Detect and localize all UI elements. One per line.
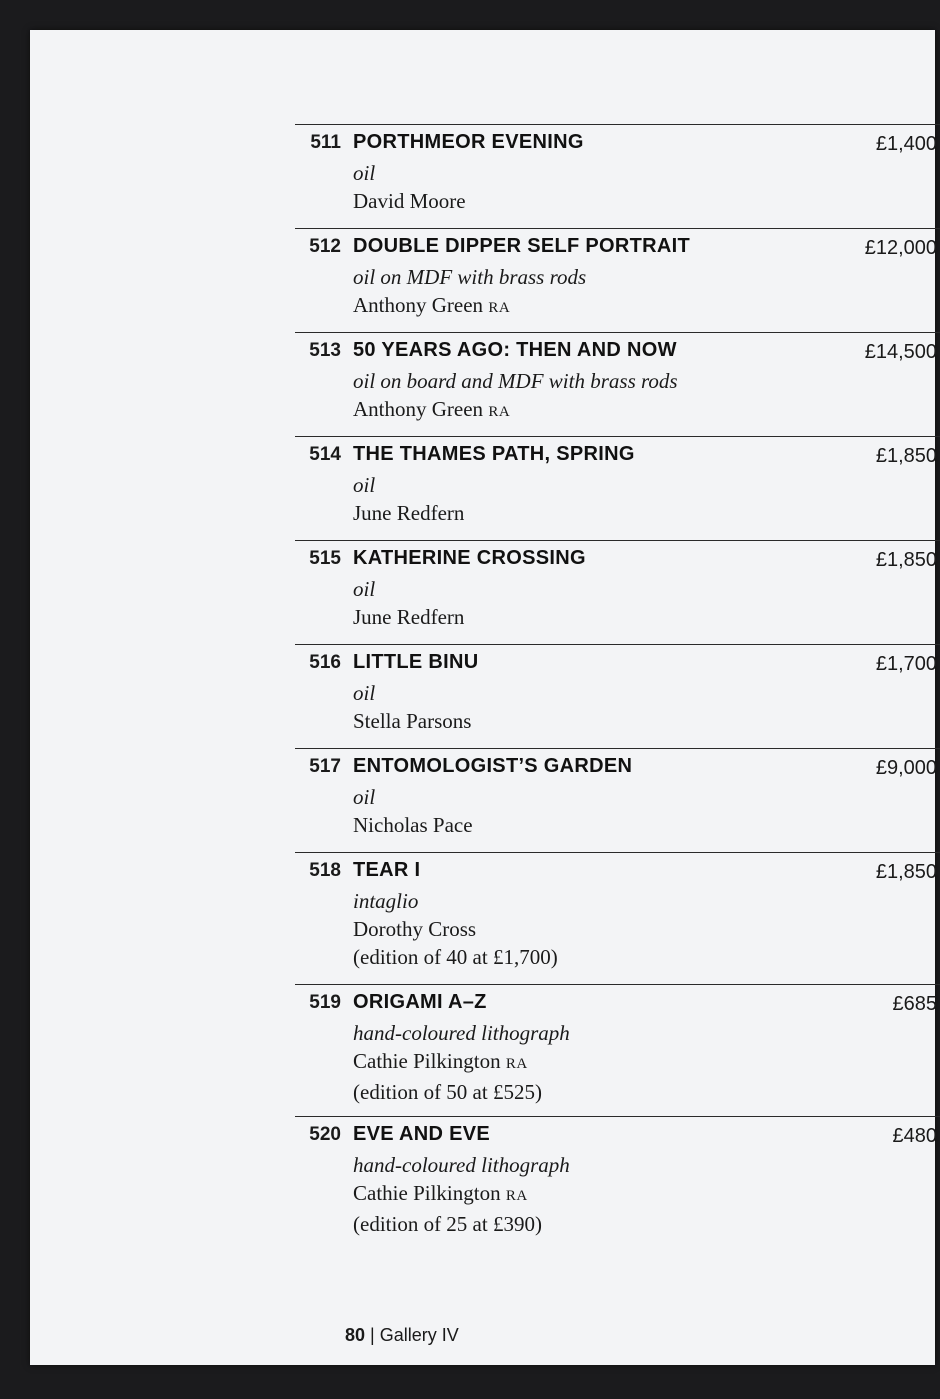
entry-number: 516 [309, 652, 341, 673]
entry-number: 518 [309, 860, 341, 881]
entry-price: £12,000 [864, 237, 937, 259]
entry-medium: oil [353, 681, 376, 705]
catalogue-entry [295, 540, 940, 644]
entry-title: THE THAMES PATH, SPRING [353, 443, 635, 465]
entry-price: £480 [892, 1125, 937, 1147]
entry-title: ENTOMOLOGIST’S GARDEN [353, 755, 633, 777]
entry-medium: intaglio [353, 889, 419, 913]
entry-price: £1,850 [875, 445, 937, 467]
entry-price: £1,850 [875, 861, 937, 883]
entry-title: DOUBLE DIPPER SELF PORTRAIT [353, 235, 691, 257]
entry-artist: Stella Parsons [353, 709, 472, 733]
entry-title: TEAR I [353, 859, 421, 881]
entry-number: 517 [309, 756, 341, 777]
page-number: 80 [345, 1325, 366, 1345]
catalogue-entry [295, 984, 940, 1116]
artist-suffix: RA [505, 1188, 528, 1204]
entry-edition: (edition of 40 at £1,700) [353, 945, 558, 969]
entry-artist: Cathie Pilkington RA [353, 1049, 528, 1073]
entry-medium: oil [353, 577, 376, 601]
entry-edition: (edition of 50 at £525) [353, 1080, 542, 1104]
catalogue-entry [295, 124, 940, 228]
catalogue-entry [295, 852, 940, 984]
entry-title: KATHERINE CROSSING [353, 547, 586, 569]
entry-edition: (edition of 25 at £390) [353, 1212, 542, 1236]
entry-artist: Dorothy Cross [353, 917, 477, 941]
entry-artist: Nicholas Pace [353, 813, 473, 837]
artist-suffix: RA [488, 404, 511, 420]
entry-artist: June Redfern [353, 501, 465, 525]
entry-number: 511 [310, 132, 341, 153]
page-footer [345, 1325, 459, 1346]
entry-number: 512 [309, 236, 341, 257]
entry-medium: oil [353, 161, 376, 185]
entry-price: £1,700 [875, 653, 937, 675]
entry-price: £1,400 [875, 133, 937, 155]
entry-medium: hand-coloured lithograph [353, 1021, 570, 1045]
entry-number: 519 [309, 992, 341, 1013]
entry-number: 515 [309, 548, 341, 569]
catalogue-entry [295, 332, 940, 436]
entry-title: LITTLE BINU [353, 651, 479, 673]
entry-artist: David Moore [353, 189, 466, 213]
entry-medium: oil [353, 785, 376, 809]
entry-price: £685 [892, 993, 937, 1015]
section-name: Gallery IV [379, 1325, 459, 1345]
entry-list [295, 124, 940, 1248]
entry-artist: Cathie Pilkington RA [353, 1181, 528, 1205]
entry-title: ORIGAMI A–Z [353, 991, 487, 1013]
entry-medium: oil on board and MDF with brass rods [353, 369, 678, 393]
catalogue-entry [295, 644, 940, 748]
catalogue-entry [295, 748, 940, 852]
entry-artist: Anthony Green RA [353, 293, 511, 317]
artist-suffix: RA [488, 300, 511, 316]
catalogue-entry [295, 1116, 940, 1248]
catalogue-entry [295, 228, 940, 332]
entry-title: 50 YEARS AGO: THEN AND NOW [353, 339, 677, 361]
catalogue-page [30, 30, 935, 1365]
entry-medium: hand-coloured lithograph [353, 1153, 570, 1177]
entry-artist: June Redfern [353, 605, 465, 629]
entry-medium: oil [353, 473, 376, 497]
entry-artist: Anthony Green RA [353, 397, 511, 421]
entry-number: 514 [309, 444, 341, 465]
entry-price: £14,500 [864, 341, 937, 363]
entry-medium: oil on MDF with brass rods [353, 265, 587, 289]
entry-title: PORTHMEOR EVENING [353, 131, 584, 153]
footer-separator: | [370, 1325, 375, 1345]
catalogue-entry [295, 436, 940, 540]
entry-number: 513 [309, 340, 341, 361]
entry-price: £9,000 [875, 757, 937, 779]
artist-suffix: RA [505, 1056, 528, 1072]
entry-number: 520 [309, 1124, 341, 1145]
entry-price: £1,850 [875, 549, 937, 571]
entry-title: EVE AND EVE [353, 1123, 491, 1145]
